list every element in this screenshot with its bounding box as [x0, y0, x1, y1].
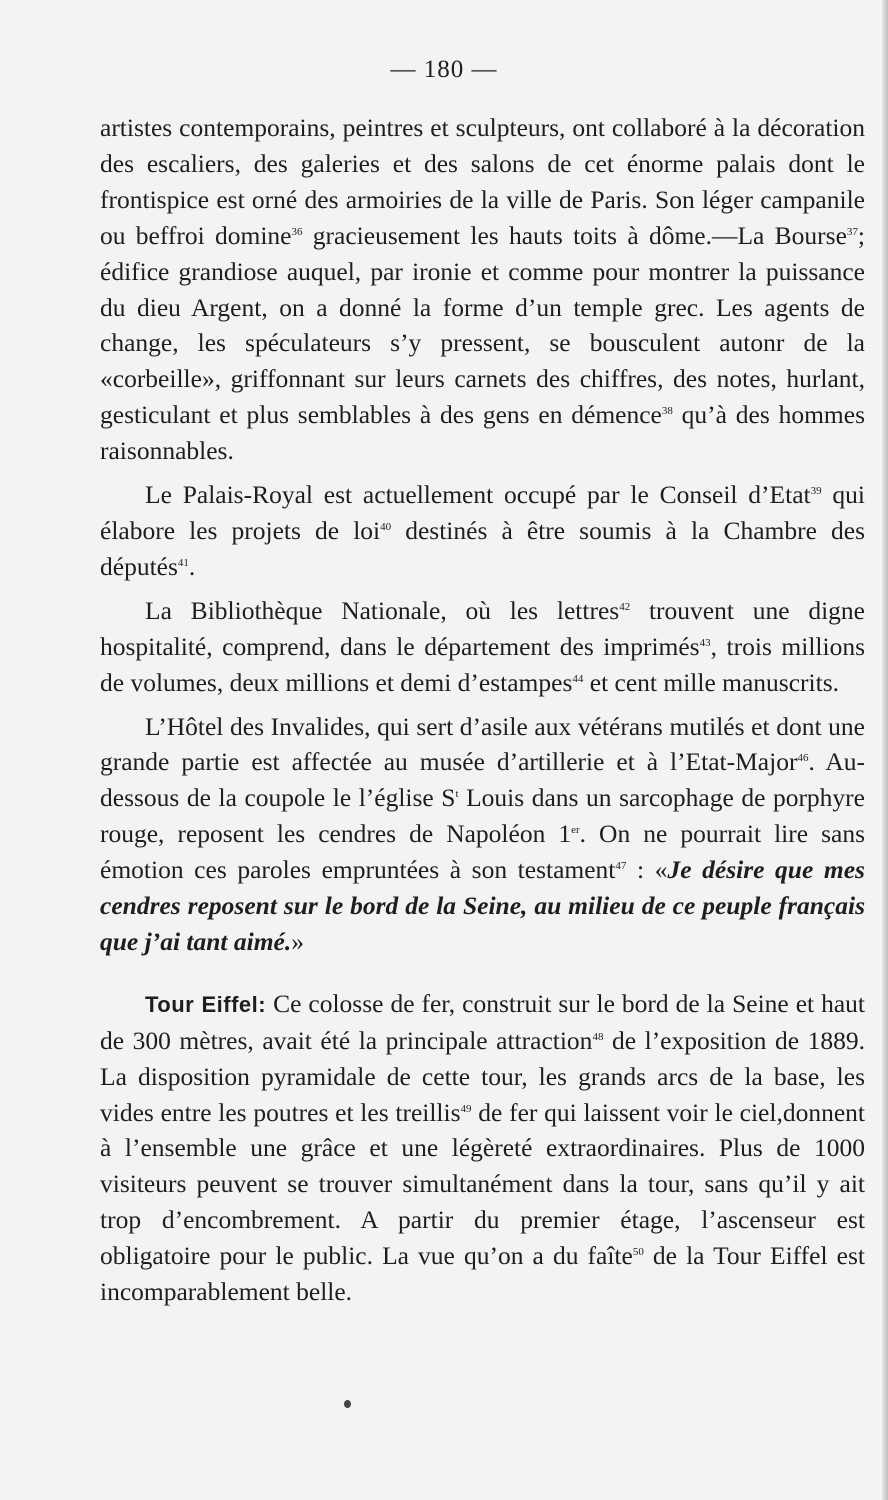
footnote-ref-42: 42	[619, 600, 631, 613]
text-run: trouvent une digne hospitalité, comprend, dans le département des imprimés	[100, 595, 865, 661]
text-run: ; édifice grandiose auquel, par ironie et comme pour montrer la puissance du dieu Argent, on a donné la forme d’un temple grec. Les agents de change, les spéculateurs s’y pressent, se bousculent autonr de la «corbeille», griffonnant sur leurs carnets des chiffres, des notes, hurlant, gesticulant et plus semblables à des gens en démence	[100, 220, 865, 430]
text-run: destinés à être soumis à la Chambre des députés	[100, 515, 865, 581]
footnote-ref-38: 38	[661, 405, 673, 418]
text-run: et cent mille manuscrits.	[583, 667, 840, 697]
text-run: qu’à des hommes raisonnables.	[100, 400, 865, 466]
footnote-ref-50: 50	[632, 1246, 644, 1259]
text-run: . On ne pourrait lire sans émotion ces paroles empruntées à son testament	[100, 819, 865, 885]
footnote-ref-46: 46	[797, 752, 809, 765]
footnote-ref-39: 39	[810, 485, 822, 498]
footnote-ref-37: 37	[846, 225, 858, 238]
footnote-ref-43: 43	[699, 636, 711, 649]
text-run: de fer qui laissent voir le ciel,donnent à l’ensemble une grâce et une légèreté extraordinaires. Plus de 1000 visiteurs peuvent se trouver simultanément dans la tour, sans qu’il y ait trop d’encombrement. A partir du premier étage, l’ascenseur est obligatoire pour le public. La vue qu’on a du faîte	[100, 1097, 865, 1271]
text-run: : «	[626, 855, 668, 885]
text-run: , trois millions de volumes, deux millions et demi d’estampes	[100, 631, 865, 697]
paragraph-palais-royal	[100, 477, 865, 585]
text-run: Louis dans un sarcophage de porphyre rouge, reposent les cendres de Napoléon 1	[100, 783, 865, 849]
text-run: . Au-dessous de la coupole le l’église S	[100, 747, 866, 813]
text-run: de la Tour Eiffel est incomparablement belle.	[100, 1241, 865, 1307]
text-run: qui élabore les projets de loi	[100, 480, 865, 545]
paragraph-bibliotheque-nationale	[100, 593, 865, 701]
ink-speck	[344, 1400, 351, 1408]
text-run: de l’exposition de 1889. La disposition pyramidale de cette tour, les grands arcs de la base, les vides entre les poutres et les treillis	[100, 1025, 865, 1127]
text-run: .	[188, 551, 196, 581]
napoleon-quote: Je désire que mes cendres reposent sur le bord de la Seine, au milieu de ce peuple français que j’ai tant aimé.	[100, 855, 865, 956]
page-number: — 180 —	[390, 56, 498, 83]
footnote-ref-44: 44	[572, 672, 584, 685]
saint-abbrev-sup: t	[455, 788, 459, 801]
footnote-ref-40: 40	[380, 520, 392, 533]
footnote-ref-36: 36	[291, 225, 303, 238]
paragraph-tour-eiffel	[100, 986, 865, 1310]
text-run: L’Hôtel des Invalides, qui sert d’asile aux vétérans mutilés et dont une grande partie est affectée au musée d’artillerie et à l’Etat-Major	[100, 711, 865, 777]
paragraph-invalides	[100, 709, 865, 960]
text-run: La Bibliothèque Nationale, où les lettres	[145, 595, 620, 625]
text-run: artistes contemporains, peintres et sculpteurs, ont collaboré à la décoration des escaliers, des galeries et des salons de cet énorme palais dont le frontispice est orné des armoiries de la ville de Paris. Son léger campanile ou beffroi domine	[100, 113, 865, 250]
footnote-ref-49: 49	[460, 1102, 472, 1115]
footnote-ref-47: 47	[615, 860, 627, 873]
page-edge	[882, 0, 888, 1500]
text-run: »	[291, 926, 304, 956]
paragraph-hotel-de-ville-bourse	[100, 110, 865, 469]
footnote-ref-41: 41	[177, 556, 189, 569]
footnote-ref-48: 48	[592, 1030, 604, 1043]
text-run: Le Palais-Royal est actuellement occupé par le Conseil d’Etat	[145, 480, 811, 510]
text-run: Ce colosse de fer, construit sur le bord de la Seine et haut de 300 mètres, avait été la principale attraction	[100, 988, 866, 1055]
text-run: gracieusement les hauts toits à dôme.—La Bourse	[302, 220, 847, 250]
body-text	[100, 110, 865, 1310]
premier-ordinal-sup: er	[571, 824, 580, 837]
section-heading-tour-eiffel: Tour Eiffel:	[145, 991, 267, 1017]
